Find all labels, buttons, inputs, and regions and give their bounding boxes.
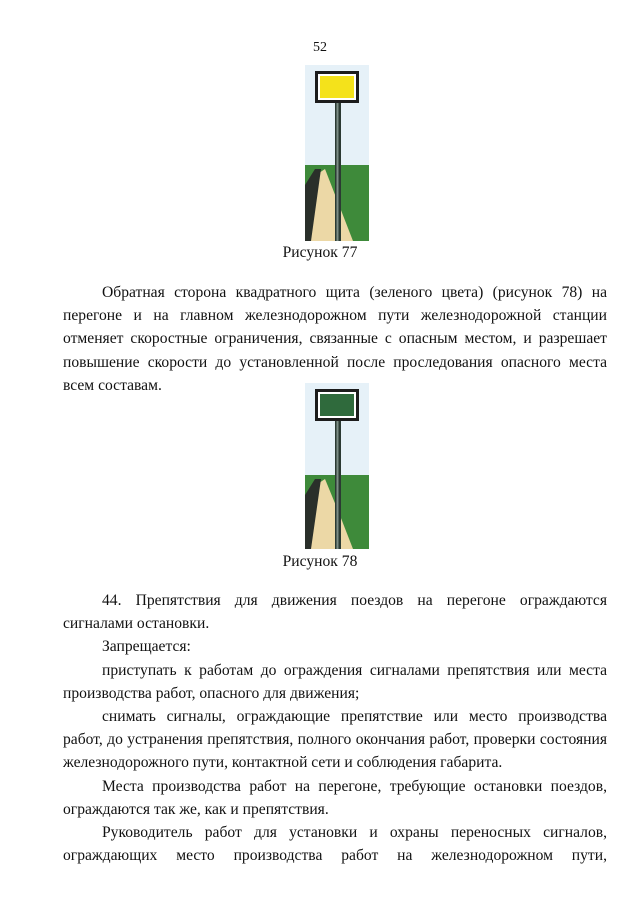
figure-77-caption: Рисунок 77 [282,244,358,261]
sign-board [320,76,354,98]
page-number: 52 [313,40,327,55]
paragraph: Руководитель работ для установки и охраны переносных сигналов, ограждающих место производства работ на железнодорожном пути, [63,824,607,865]
figure-78-signal-sign-green [305,383,369,549]
body-text-top [63,281,607,397]
body-text-bottom [63,589,607,867]
paragraph: Обратная сторона квадратного щита (зеленого цвета) (рисунок 78) на перегоне и на главном железнодорожном пути железнодорожной станции отменяет скоростные ограничения, связанные с опасным местом, и разрешает повышение скорости до установленной после проследования опасного места всем составам. [63,284,607,394]
figure-78-caption: Рисунок 78 [282,553,358,570]
paragraph: приступать к работам до ограждения сигналами препятствия или места производства работ, опасного для движения; [63,661,607,702]
figure-77-signal-sign-yellow [305,65,369,241]
sign-board [320,394,354,416]
signal-sign-illustration [305,383,369,549]
paragraph: снимать сигналы, ограждающие препятствие или место производства работ, до устранения препятствия, полного окончания работ, проверки состояния железнодорожного пути, контактной сети и соблюдения габарита. [63,708,607,772]
paragraph: Места производства работ на перегоне, требующие остановки поездов, ограждаются так же, как и препятствия. [63,777,607,818]
signal-sign-illustration [305,65,369,241]
paragraph-section-44: 44. Препятствия для движения поездов на перегоне ограждаются сигналами остановки. [63,592,607,633]
paragraph: Запрещается: [102,638,191,656]
